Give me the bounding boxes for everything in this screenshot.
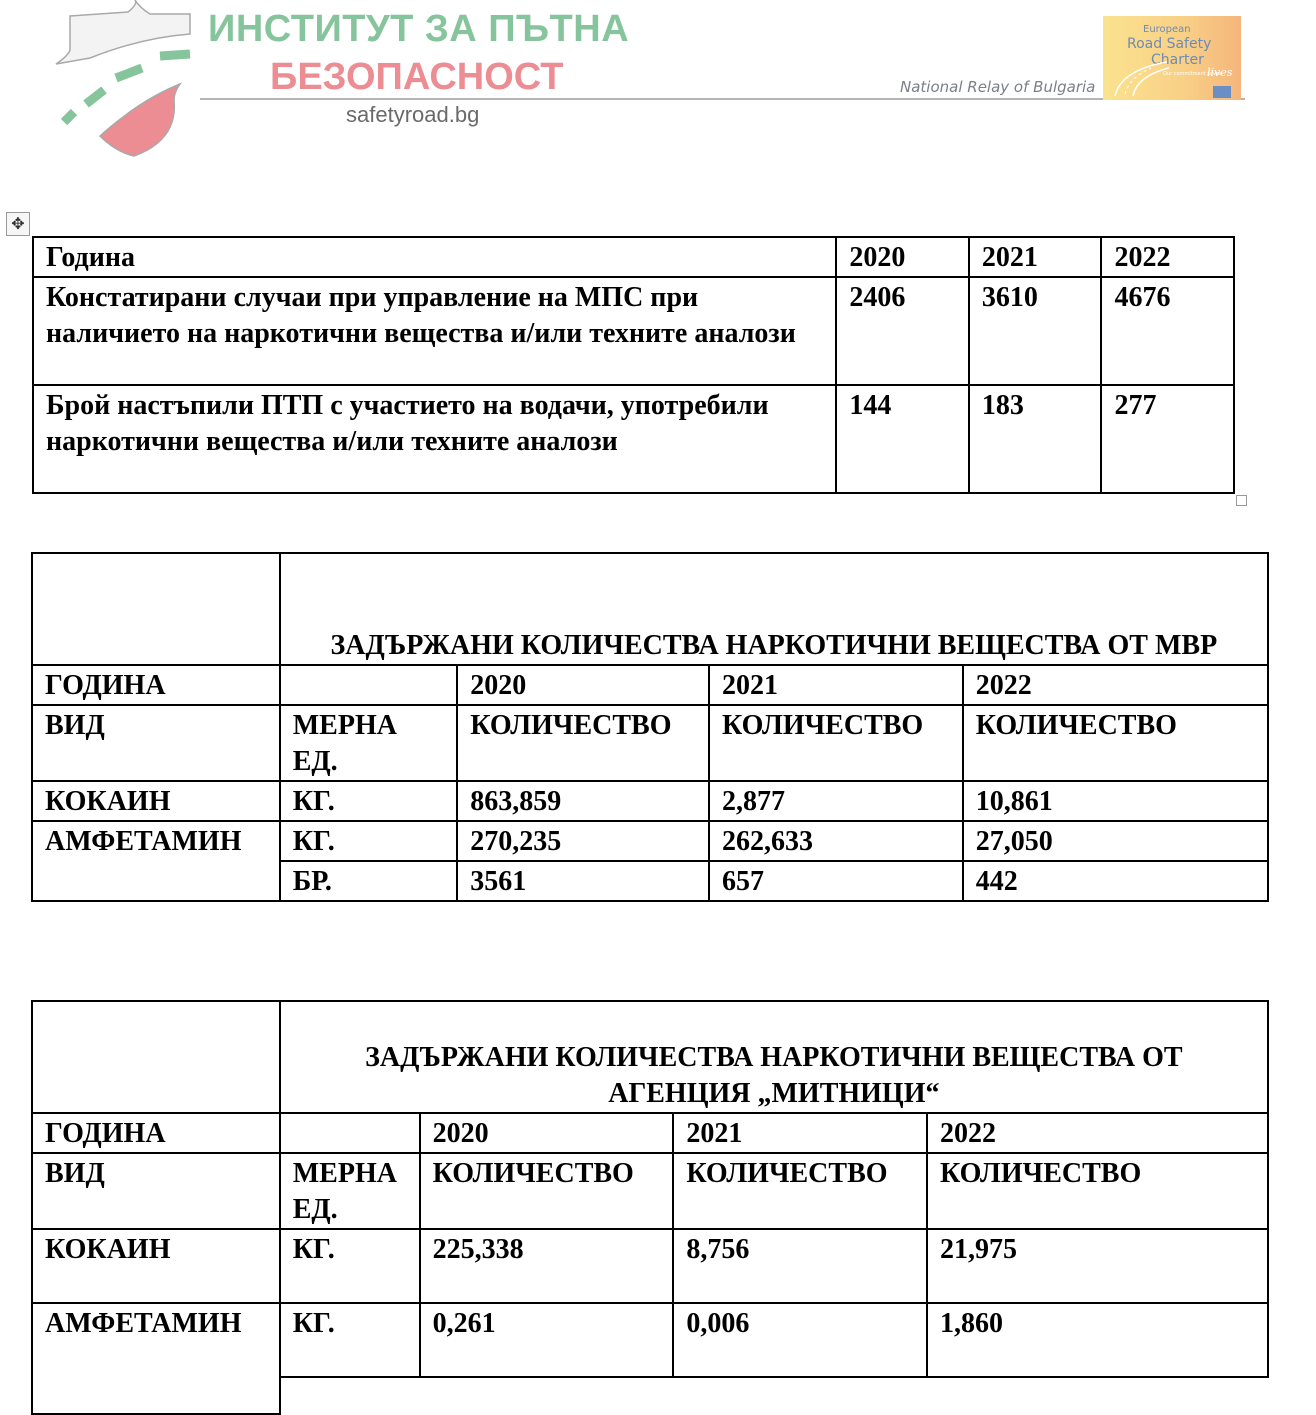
value-cell: 270,235 — [457, 821, 709, 861]
empty-cell — [280, 1377, 1268, 1414]
institute-name-line2: БЕЗОПАСНОСТ — [270, 56, 564, 98]
unit-cell: КГ. — [280, 821, 458, 861]
value-cell: 3610 — [969, 277, 1102, 385]
value-cell: 442 — [963, 861, 1268, 901]
year-label-cell[interactable]: Година — [33, 237, 836, 277]
year-row — [32, 1113, 1268, 1153]
value-cell: 277 — [1101, 385, 1234, 493]
row-label: Брой настъпили ПТП с участието на водачи, употребили наркотични вещества и/или техните аналози — [33, 385, 836, 493]
unit-cell: БР. — [280, 861, 458, 901]
road-curve-icon — [1111, 56, 1171, 96]
unit-label: МЕРНА ЕД. — [280, 1153, 420, 1229]
type-label: ВИД — [32, 705, 280, 781]
year-2020-header: 2020 — [420, 1113, 674, 1153]
quantity-label: КОЛИЧЕСТВО — [420, 1153, 674, 1229]
table-row — [32, 1303, 1268, 1377]
unit-cell: КГ. — [280, 1303, 420, 1377]
table-row — [32, 821, 1268, 861]
year-label: ГОДИНА — [32, 1113, 280, 1153]
value-cell: 8,756 — [673, 1229, 927, 1303]
table-row — [32, 1229, 1268, 1303]
customs-seizures-table — [31, 1000, 1269, 1415]
table-row — [32, 781, 1268, 821]
type-label: ВИД — [32, 1153, 280, 1229]
value-cell: 21,975 — [927, 1229, 1268, 1303]
quantity-label: КОЛИЧЕСТВО — [457, 705, 709, 781]
quantity-label: КОЛИЧЕСТВО — [673, 1153, 927, 1229]
mvr-seizures-table — [31, 552, 1269, 902]
empty-cell — [280, 1113, 420, 1153]
value-cell: 657 — [709, 861, 963, 901]
column-header-row — [32, 705, 1268, 781]
european-road-safety-charter-logo — [1103, 16, 1241, 100]
substance-name: АМФЕТАМИН — [32, 1303, 280, 1414]
table-row — [33, 385, 1234, 493]
year-2021-header: 2021 — [709, 665, 963, 705]
year-label: ГОДИНА — [32, 665, 280, 705]
value-cell: 3561 — [457, 861, 709, 901]
offenses-table — [32, 236, 1235, 494]
unit-label: МЕРНА ЕД. — [280, 705, 458, 781]
document-header — [0, 0, 1316, 170]
quantity-label: КОЛИЧЕСТВО — [709, 705, 963, 781]
value-cell: 2,877 — [709, 781, 963, 821]
year-2021-header: 2021 — [673, 1113, 927, 1153]
table-title-row — [32, 1001, 1268, 1113]
substance-name: КОКАИН — [32, 781, 280, 821]
charter-line3: Charter — [1151, 52, 1204, 68]
institute-name-line1: ИНСТИТУТ ЗА ПЪТНА — [208, 8, 630, 50]
value-cell: 0,261 — [420, 1303, 674, 1377]
value-cell: 863,859 — [457, 781, 709, 821]
value-cell: 2406 — [836, 277, 969, 385]
quantity-label: КОЛИЧЕСТВО — [963, 705, 1268, 781]
road-safety-logo-icon — [50, 0, 200, 160]
table-row — [33, 277, 1234, 385]
year-2020-header: 2020 — [836, 237, 969, 277]
header-divider — [200, 98, 1245, 100]
column-header-row — [32, 1153, 1268, 1229]
empty-cell — [32, 1001, 280, 1113]
unit-cell: КГ. — [280, 1229, 420, 1303]
value-cell: 0,006 — [673, 1303, 927, 1377]
quantity-label: КОЛИЧЕСТВО — [927, 1153, 1268, 1229]
eu-flag-icon — [1213, 86, 1231, 98]
year-2022-header: 2022 — [963, 665, 1268, 705]
value-cell: 27,050 — [963, 821, 1268, 861]
value-cell: 144 — [836, 385, 969, 493]
institute-url: safetyroad.bg — [346, 102, 480, 127]
year-2020-header: 2020 — [457, 665, 709, 705]
charter-tagline: Our commitment saves — [1163, 71, 1222, 77]
charter-line2: Road Safety — [1127, 36, 1212, 52]
value-cell: 225,338 — [420, 1229, 674, 1303]
table-title: ЗАДЪРЖАНИ КОЛИЧЕСТВА НАРКОТИЧНИ ВЕЩЕСТВА ОТ МВР — [280, 553, 1268, 665]
year-row — [32, 665, 1268, 705]
value-cell: 1,860 — [927, 1303, 1268, 1377]
substance-name: АМФЕТАМИН — [32, 821, 280, 901]
year-2022-header: 2022 — [1101, 237, 1234, 277]
empty-cell — [32, 553, 280, 665]
table-move-handle-icon[interactable]: ✥ — [6, 212, 30, 236]
charter-tagline-script: lives — [1207, 66, 1233, 79]
national-relay-label: National Relay of Bulgaria — [900, 78, 1096, 96]
table-resize-handle[interactable] — [1236, 495, 1247, 506]
table-header-row — [33, 237, 1234, 277]
table-title-row — [32, 553, 1268, 665]
value-cell: 262,633 — [709, 821, 963, 861]
value-cell: 4676 — [1101, 277, 1234, 385]
year-2021-header: 2021 — [969, 237, 1102, 277]
charter-line1: European — [1143, 24, 1191, 35]
unit-cell: КГ. — [280, 781, 458, 821]
table-title: ЗАДЪРЖАНИ КОЛИЧЕСТВА НАРКОТИЧНИ ВЕЩЕСТВА ОТ АГЕНЦИЯ „МИТНИЦИ“ — [280, 1001, 1268, 1113]
value-cell: 10,861 — [963, 781, 1268, 821]
value-cell: 183 — [969, 385, 1102, 493]
row-label: Констатирани случаи при управление на МПС при наличието на наркотични вещества и/или техните аналози — [33, 277, 836, 385]
substance-name: КОКАИН — [32, 1229, 280, 1303]
year-2022-header: 2022 — [927, 1113, 1268, 1153]
empty-cell — [280, 665, 458, 705]
